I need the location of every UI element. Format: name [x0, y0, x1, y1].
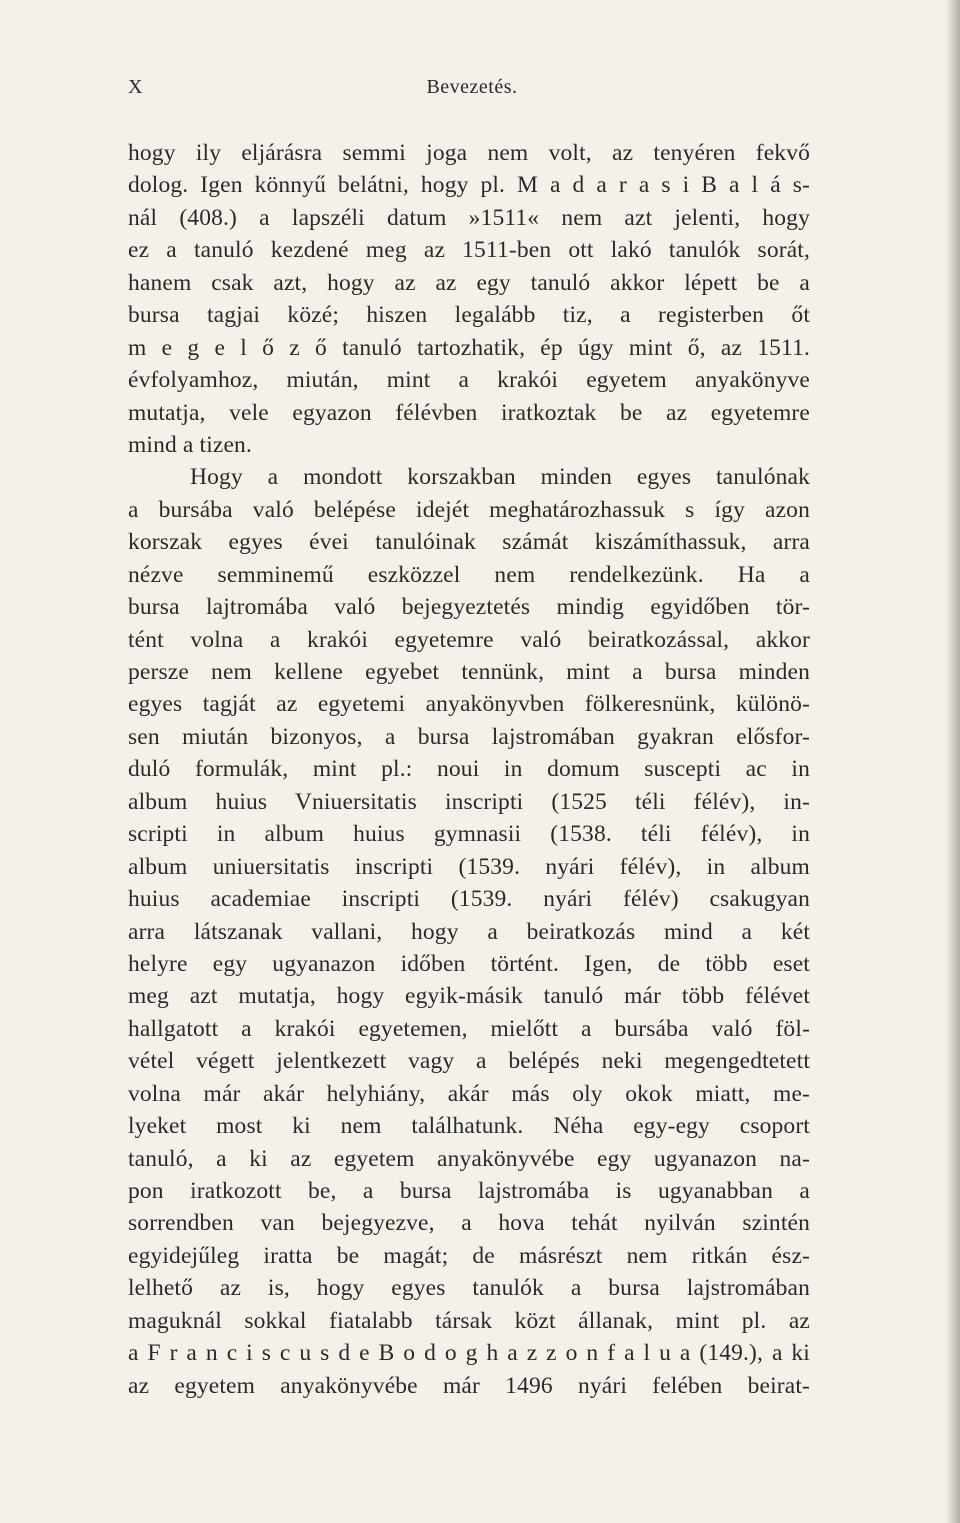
text-line: bursa tagjai közé; hiszen legalább tiz, a registerben őt: [128, 302, 810, 329]
page-edge-shadow: [946, 0, 960, 1523]
text-line: sorrendben van bejegyezve, a hova tehát nyilván szintén: [128, 1210, 810, 1237]
text-line: album uniuersitatis inscripti (1539. nyári félév), in album: [128, 853, 810, 880]
text-line: pon iratkozott be, a bursa lajstromába is ugyanabban a: [128, 1178, 810, 1204]
text-line: tént volna a krakói egyetemre való beiratkozással, akkor: [128, 626, 810, 653]
text-line: vétel végett jelentkezett vagy a belépés neki megengedtetett: [128, 1048, 810, 1075]
text-line: az egyetem anyakönyvébe már 1496 nyári felében beirat-: [128, 1372, 810, 1399]
text-line: bursa lajtromába való bejegyeztetés mindig egyidőben tör-: [128, 594, 810, 621]
text-line: volna már akár helyhiány, akár más oly okok miatt, me-: [128, 1080, 810, 1107]
text-line: korszak egyes évei tanulóinak számát kiszámíthassuk, arra: [128, 529, 810, 556]
running-title: Bevezetés.: [426, 76, 518, 98]
text-line: egyidejűleg iratta be magát; de másrészt nem ritkán ész-: [128, 1242, 810, 1269]
text-line: nézve semminemű eszközzel nem rendelkezünk. Ha a: [128, 561, 810, 588]
text-line: arra látszanak vallani, hogy a beiratkozás mind a két: [128, 918, 810, 945]
text-line: m e g e l ő z ő tanuló tartozhatik, ép úgy mint ő, az 1511.: [128, 334, 810, 361]
page-number: X: [128, 76, 143, 98]
text-line: hallgatott a krakói egyetemen, mielőtt a bursába való föl-: [128, 1015, 810, 1042]
text-line: ez a tanuló kezdené meg az 1511-ben ott lakó tanulók sorát,: [128, 237, 810, 264]
text-line: lyeket most ki nem találhatunk. Néha egy-egy csoport: [128, 1113, 810, 1140]
text-line: hanem csak azt, hogy az az egy tanuló akkor lépett be a: [128, 269, 810, 296]
text-line: persze nem kellene egyebet tennünk, mint a bursa minden: [128, 659, 810, 685]
text-line: mutatja, vele egyazon félévben iratkoztak be az egyetemre: [128, 399, 810, 426]
text-line: hogy ily eljárásra semmi joga nem volt, az tenyéren fekvő: [128, 140, 810, 166]
text-line: a F r a n c i s c u s d e B o d o g h a z z o n f a l u a (149.), a ki: [128, 1340, 810, 1367]
body-text: [128, 137, 810, 1402]
text-line: dolog. Igen könnyű belátni, hogy pl. M a d a r a s i B a l á s-: [128, 172, 810, 199]
text-line: helyre egy ugyanazon időben történt. Igen, de több eset: [128, 950, 810, 977]
text-line: mind a tizen.: [128, 431, 252, 458]
text-line: duló formulák, mint pl.: noui in domum suscepti ac in: [128, 756, 810, 783]
text-line: nál (408.) a lapszéli datum »1511« nem azt jelenti, hogy: [128, 204, 810, 231]
text-line: scripti in album huius gymnasii (1538. téli félév), in: [128, 821, 810, 848]
text-line: huius academiae inscripti (1539. nyári félév) csakugyan: [128, 886, 810, 913]
text-line: maguknál sokkal fiatalabb társak közt állanak, mint pl. az: [128, 1307, 810, 1334]
text-line: tanuló, a ki az egyetem anyakönyvébe egy ugyanazon na-: [128, 1145, 810, 1172]
page-header: [128, 76, 810, 106]
text-line: évfolyamhoz, miután, mint a krakói egyetem anyakönyve: [128, 367, 810, 394]
text-line: meg azt mutatja, hogy egyik-másik tanuló már több félévet: [128, 983, 810, 1010]
text-line: egyes tagját az egyetemi anyakönyvben fölkeresnünk, különö-: [128, 691, 810, 718]
text-line: a bursába való belépése idejét meghatározhassuk s így azon: [128, 496, 810, 523]
text-line: sen miután bizonyos, a bursa lajstromában gyakran elősfor-: [128, 723, 810, 750]
text-line: Hogy a mondott korszakban minden egyes tanulónak: [190, 464, 810, 491]
text-line: album huius Vniuersitatis inscripti (1525 téli félév), in-: [128, 788, 810, 815]
text-line: lelhető az is, hogy egyes tanulók a bursa lajstromában: [128, 1275, 810, 1302]
